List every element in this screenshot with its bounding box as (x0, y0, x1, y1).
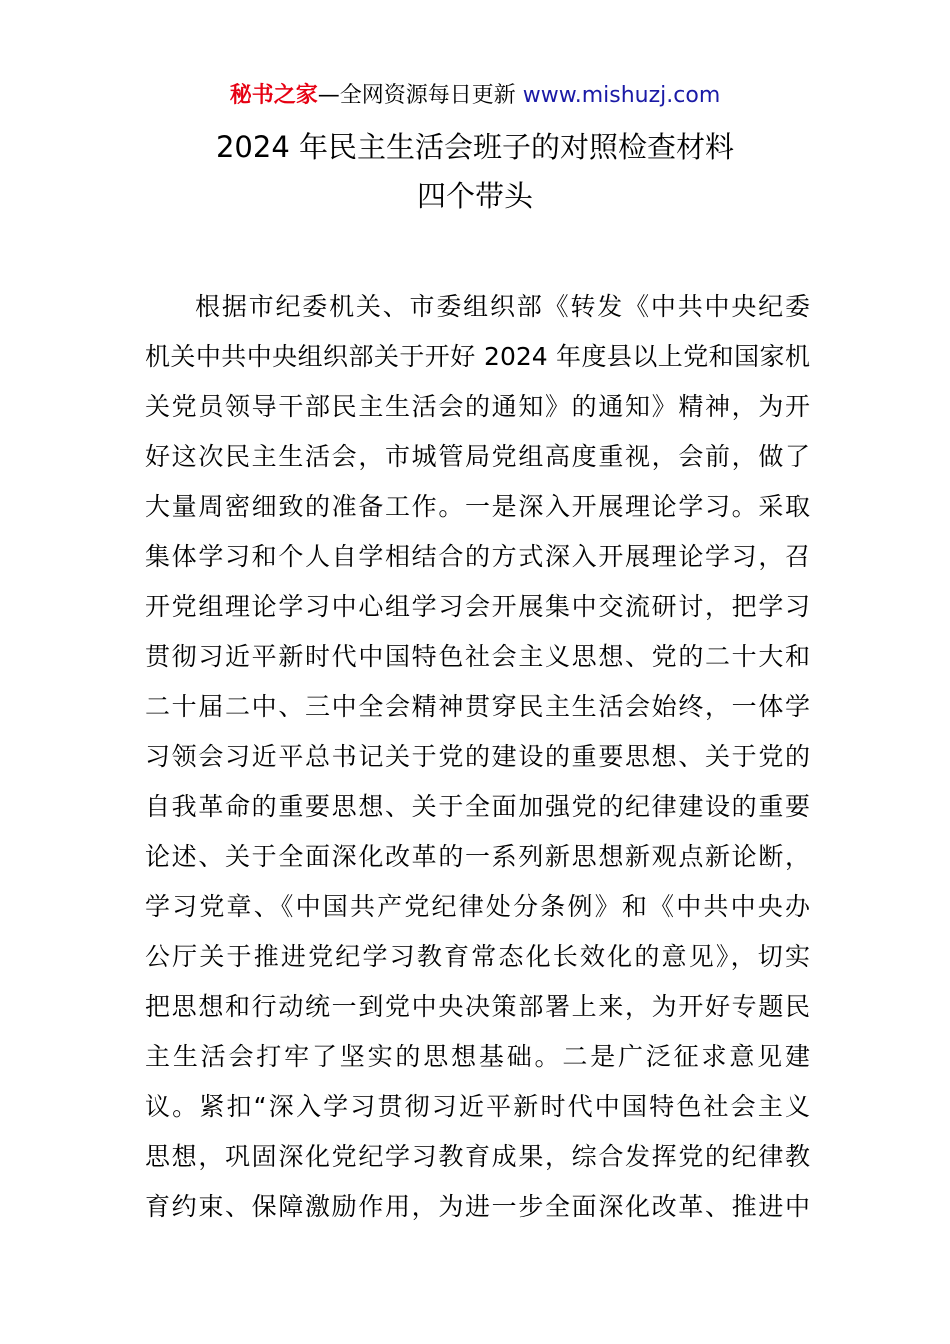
body-line: 集体学习和个人自学相结合的方式深入开展理论学习，召 (145, 542, 810, 571)
body-line: 思想，巩固深化党纪学习教育成果，综合发挥党的纪律教 (145, 1142, 810, 1171)
body-line: 主生活会打牢了坚实的思想基础。二是广泛征求意见建 (145, 1042, 810, 1071)
body-line: 大量周密细致的准备工作。一是深入开展理论学习。采取 (145, 492, 810, 521)
site-header (0, 80, 950, 112)
body-line: 好这次民主生活会，市城管局党组高度重视，会前，做了 (145, 442, 810, 471)
document-title: 2024 年民主生活会班子的对照检查材料 (215, 130, 735, 164)
body-line: 机关中共中央组织部关于开好 2024 年度县以上党和国家机 (145, 342, 810, 371)
body-line: 学习党章、《中国共产党纪律处分条例》和《中共中央办 (145, 892, 810, 921)
document-subtitle: 四个带头 (416, 179, 533, 213)
body-line: 议。紧扣“深入学习贯彻习近平新时代中国特色社会主义 (145, 1092, 810, 1121)
body-line: 开党组理论学习中心组学习会开展集中交流研讨，把学习 (145, 592, 810, 621)
site-url-link[interactable]: www.mishuzj.com (522, 83, 721, 108)
body-line: 育约束、保障激励作用，为进一步全面深化改革、推进中 (145, 1192, 810, 1221)
body-paragraph (145, 282, 810, 1232)
header-tagline: —全网资源每日更新 (317, 83, 516, 108)
body-line: 二十届二中、三中全会精神贯穿民主生活会始终，一体学 (145, 692, 810, 721)
brand-name[interactable]: 秘书之家 (229, 83, 318, 108)
body-line: 论述、关于全面深化改革的一系列新思想新观点新论断， (145, 842, 810, 871)
body-line: 根据市纪委机关、市委组织部《转发《中共中央纪委 (195, 292, 810, 321)
body-line: 习领会习近平总书记关于党的建设的重要思想、关于党的 (145, 742, 810, 771)
body-line: 贯彻习近平新时代中国特色社会主义思想、党的二十大和 (145, 642, 810, 671)
body-line: 自我革命的重要思想、关于全面加强党的纪律建设的重要 (145, 792, 810, 821)
body-line: 公厅关于推进党纪学习教育常态化长效化的意见》，切实 (145, 942, 810, 971)
body-line: 把思想和行动统一到党中央决策部署上来，为开好专题民 (145, 992, 810, 1021)
body-line: 关党员领导干部民主生活会的通知》的通知》精神，为开 (145, 392, 810, 421)
